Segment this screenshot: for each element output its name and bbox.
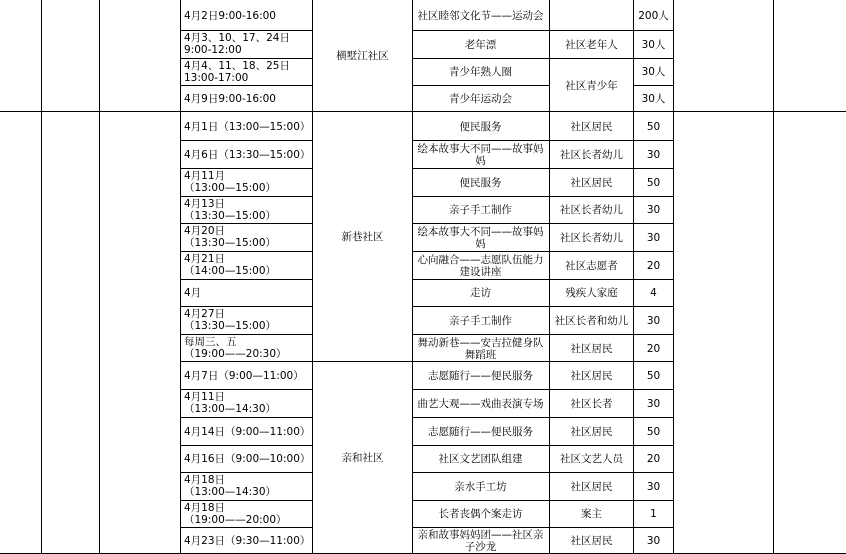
activity-name: 社区睦邻文化节——运动会: [417, 9, 544, 22]
target-audience: 社区志愿者: [565, 259, 618, 272]
activity-name: 走访: [470, 287, 491, 299]
target-audience: 社区老年人: [565, 38, 618, 51]
participant-count: 50: [646, 425, 661, 438]
activity-name: 亲子手工制作: [449, 204, 512, 216]
target-audience: 社区长者幼儿: [560, 148, 623, 161]
activity-name: 青少年运动会: [449, 93, 512, 105]
activity-name: 志愿随行——便民服务: [428, 370, 533, 382]
participant-count: 30人: [641, 93, 666, 105]
participant-count: 20: [646, 259, 661, 272]
participant-count: 30: [646, 204, 661, 216]
target-audience: 社区居民: [570, 370, 613, 382]
activity-name: 曲艺大观——戏曲表演专场: [417, 397, 544, 410]
participant-count: 30: [646, 314, 661, 327]
activity-time: 4月18日 （13:00—14:30）: [184, 474, 277, 498]
activity-name: 长者丧偶个案走访: [438, 508, 523, 520]
row-line: [180, 168, 312, 169]
participant-count: 30: [646, 535, 661, 547]
participant-count: 1: [650, 508, 657, 520]
activity-time: 4月18日 （19:00——20:00）: [184, 502, 287, 526]
target-audience: 社区居民: [570, 535, 613, 547]
activity-name: 便民服务: [459, 120, 502, 133]
grid-column-line: [99, 0, 100, 554]
activity-name: 心向融合——志愿队伍能力建设讲座: [417, 253, 544, 278]
activity-time: 4月13日 （13:30—15:00）: [184, 198, 277, 222]
activity-name: 绘本故事大不同——故事妈妈: [417, 142, 544, 167]
target-audience: 社区居民: [570, 342, 613, 355]
row-line: [180, 472, 312, 473]
target-audience-merged: 社区青少年: [565, 79, 618, 92]
target-audience: 案主: [581, 508, 602, 520]
activity-time: 每周三、五 （19:00——20:30）: [184, 336, 287, 360]
participant-count: 30: [646, 397, 661, 410]
activity-time: 4月27日 （13:30—15:00）: [184, 308, 277, 332]
community-name: 横墅江社区: [336, 50, 389, 62]
row-line: [180, 30, 312, 31]
participant-count: 30人: [641, 38, 666, 51]
activity-time: 4月16日（9:00—10:00）: [184, 453, 311, 465]
target-audience: 社区居民: [570, 480, 613, 493]
participant-count: 4: [650, 287, 657, 299]
target-audience: 社区长者幼儿: [560, 204, 623, 216]
activity-time: 4月2日9:00-16:00: [184, 9, 276, 22]
activity-name: 亲水手工坊: [454, 480, 507, 493]
activity-name: 社区文艺团队组建: [438, 453, 523, 465]
activity-time: 4月7日（9:00—11:00）: [184, 370, 304, 382]
community-name: 亲和社区: [341, 452, 384, 464]
grid-column-line: [673, 0, 674, 554]
activity-name: 绘本故事大不同——故事妈妈: [417, 225, 544, 250]
activity-name: 青少年熟人圈: [449, 66, 512, 78]
participant-count: 50: [646, 370, 661, 382]
participant-count: 50: [646, 176, 661, 189]
target-audience: 社区文艺人员: [560, 453, 623, 465]
activity-name: 老年漂: [464, 38, 497, 51]
participant-count: 30: [646, 480, 661, 493]
target-audience: 社区长者和幼儿: [554, 314, 629, 327]
activity-time: 4月4、11、18、25日 13:00-17:00: [184, 60, 290, 84]
participant-count: 30人: [641, 66, 666, 78]
activity-name: 便民服务: [459, 176, 502, 189]
activity-name: 亲和故事妈妈团——社区亲子沙龙: [417, 529, 544, 553]
target-audience: 社区长者: [570, 397, 613, 410]
grid-column-line: [41, 0, 42, 554]
activity-time: 4月11日 （13:00—14:30）: [184, 391, 277, 415]
activity-time: 4月11月 （13:00—15:00）: [184, 170, 277, 194]
activity-time: 4月23日（9:30—11:00）: [184, 535, 311, 547]
participant-count: 20: [646, 342, 661, 355]
activity-time: 4月1日（13:00—15:00）: [184, 120, 311, 133]
activity-name: 亲子手工制作: [449, 314, 512, 327]
target-audience: 残疾人家庭: [565, 287, 618, 299]
activity-time: 4月20日 （13:30—15:00）: [184, 225, 277, 249]
row-line: [180, 389, 312, 390]
participant-count: 30: [646, 148, 661, 161]
row-line: [180, 306, 312, 307]
target-audience: 社区居民: [570, 120, 613, 133]
activity-time: 4月6日（13:30—15:00）: [184, 148, 311, 161]
activity-time: 4月14日（9:00—11:00）: [184, 425, 311, 438]
participant-count: 30: [646, 231, 661, 244]
activity-time: 4月3、10、17、24日 9:00-12:00: [184, 32, 290, 56]
target-audience: 社区居民: [570, 176, 613, 189]
participant-count: 50: [646, 120, 661, 133]
target-audience: 社区长者幼儿: [560, 231, 623, 244]
community-name: 新巷社区: [341, 231, 384, 243]
target-audience: 社区居民: [570, 425, 613, 438]
grid-column-line: [773, 0, 774, 554]
grid-column-line: [412, 0, 413, 554]
activity-time: 4月21日 （14:00—15:00）: [184, 253, 277, 277]
activity-time: 4月9日9:00-16:00: [184, 93, 276, 105]
activity-name: 志愿随行——便民服务: [428, 425, 533, 438]
activity-name: 舞动新巷——安吉拉健身队舞蹈班: [417, 336, 544, 361]
participant-count: 200人: [638, 9, 669, 22]
participant-count: 20: [646, 453, 661, 465]
target-audience: [550, 1, 633, 30]
activity-time: 4月: [184, 287, 202, 299]
